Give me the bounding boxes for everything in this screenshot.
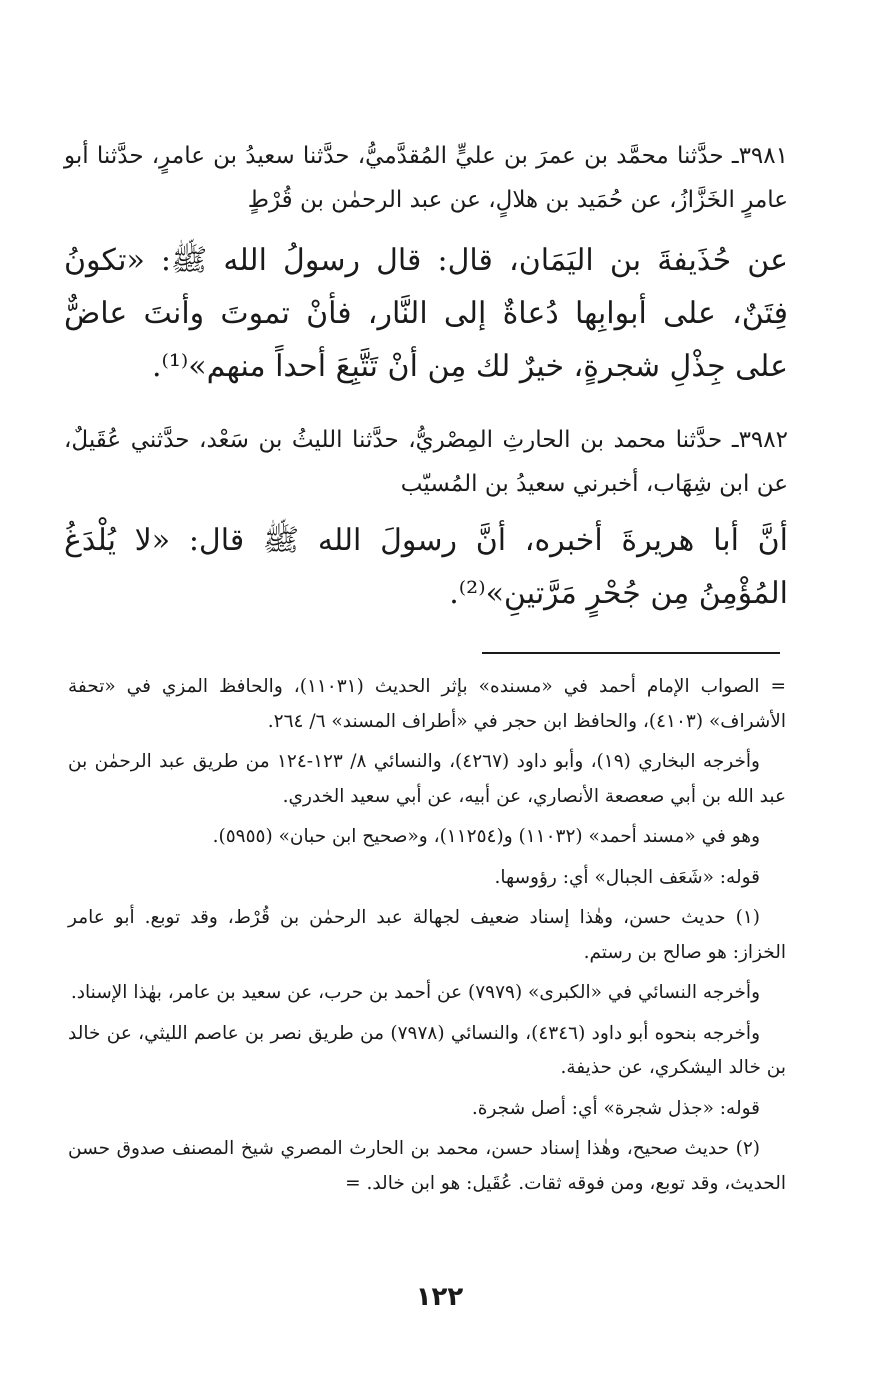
footnote-paragraph: قوله: «جذل شجرة» أي: أصل شجرة. bbox=[471, 1097, 760, 1119]
page-number: ١٢٢ bbox=[415, 1282, 464, 1312]
footnote-paragraph: (١) حديث حسن، وهٰذا إسناد ضعيف لجهالة عبد الرحمٰن بن قُرْط، وقد توبع. أبو عامر الخزاز: هو صالح بن رستم. bbox=[68, 907, 786, 963]
hadith-isnad: ٣٩٨١ـ حدَّثنا محمَّد بن عمرَ بن عليٍّ المُقدَّميُّ، حدَّثنا سعيدُ بن عامرٍ، حدَّثنا أبو عامرٍ الخَزَّازُ، عن حُمَيد بن هلالٍ، عن عبد الرحمٰن بن قُرْطٍ bbox=[64, 143, 788, 213]
footnote-paragraph: وهو في «مسند أحمد» (١١٠٣٢) و(١١٢٥٤)، و«صحيح ابن حبان» (٥٩٥٥). bbox=[212, 826, 760, 847]
footnote-separator bbox=[482, 652, 780, 654]
footnote-paragraph: وأخرجه بنحوه أبو داود (٤٣٤٦)، والنسائي (٧٩٧٨) من طريق نصر بن عاصم الليثي، عن خالد بن خالد اليشكري، عن حذيفة. bbox=[68, 1022, 786, 1078]
footnote-paragraph: وأخرجه البخاري (١٩)، وأبو داود (٤٢٦٧)، والنسائي ٨/ ١٢٣-١٢٤ من طريق عبد الرحمٰن بن عبد الله بن أبي صعصعة الأنصاري، عن أبيه، عن أبي سعيد الخدري. bbox=[68, 751, 786, 807]
footnote-paragraph: وأخرجه النسائي في «الكبرى» (٧٩٧٩) عن أحمد بن حرب، عن سعيد بن عامر، بهٰذا الإسناد. bbox=[70, 982, 760, 1003]
hadith-3982 bbox=[64, 418, 788, 620]
hadith-matn: عن حُذَيفةَ بن اليَمَان، قال: قال رسولُ الله ﷺ: «تكونُ فِتَنٌ، على أبوابِها دُعاةٌ إلى النَّار، فأنْ تموتَ وأنتَ عاضٌّ على جِذْلِ شجرةٍ، خيرٌ لك مِن أنْ تَتَّبِعَ أحداً منهم»⁽¹⁾. bbox=[64, 243, 788, 384]
footnote-paragraph: = الصواب الإمام أحمد في «مسنده» بإثر الحديث (١١٠٣١)، والحافظ المزي في «تحفة الأشراف» (٤١٠٣)، والحافظ ابن حجر في «أطراف المسند» ٦/ ٢٦٤. bbox=[68, 676, 787, 732]
hadith-matn: أنَّ أبا هريرةَ أخبره، أنَّ رسولَ الله ﷺ قال: «لا يُلْدَغُ المُؤْمِنُ مِن جُحْرٍ مَرَّتينِ»⁽²⁾. bbox=[64, 523, 788, 611]
hadith-3981 bbox=[64, 134, 788, 393]
footnote-paragraph: (٢) حديث صحيح، وهٰذا إسناد حسن، محمد بن الحارث المصري شيخ المصنف صدوق حسن الحديث، وقد توبع، ومن فوقه ثقات. عُقَيل: هو ابن خالد. = bbox=[68, 1138, 786, 1194]
footnotes bbox=[68, 670, 786, 1207]
footnote-paragraph: قوله: «شَعَف الجبال» أي: رؤوسها. bbox=[494, 866, 760, 888]
hadith-isnad: ٣٩٨٢ـ حدَّثنا محمد بن الحارثِ المِصْريُّ، حدَّثنا الليثُ بن سَعْد، حدَّثني عُقَيلٌ، عن ابن شِهَاب، أخبرني سعيدُ بن المُسيّب bbox=[64, 427, 788, 497]
